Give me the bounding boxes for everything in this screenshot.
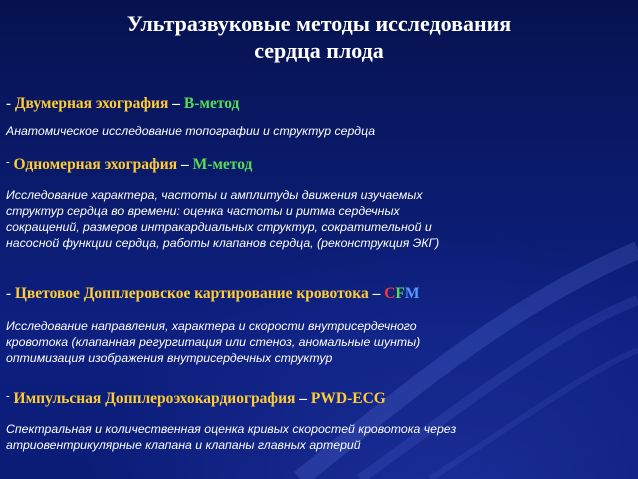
description-line: Исследование направления, характера и скорости внутрисердечного: [6, 319, 417, 333]
section-separator: –: [180, 156, 189, 173]
method-label: М-метод: [192, 156, 253, 173]
slide-title-line-2: сердца плода: [254, 38, 384, 63]
description-line: Анатомическое исследование топографии и структур сердца: [6, 124, 376, 138]
section-description-cfm: [6, 318, 420, 366]
method-label: В-метод: [183, 95, 240, 112]
section-dash: -: [6, 286, 11, 302]
section-dash: -: [6, 96, 11, 112]
description-line: оптимизация изображения внутрисердечных структур: [6, 351, 333, 365]
description-line: сокращений, размеров интракардиальных структур, сократительной и: [6, 220, 432, 234]
slide-title: [0, 10, 638, 64]
section-dash: -: [6, 156, 10, 168]
section-name: Одномерная эхография: [13, 156, 178, 173]
section-heading-cfm: [6, 285, 420, 303]
method-letter-f: F: [395, 285, 405, 302]
section-description-pwd: [6, 421, 456, 453]
section-description-m-mode: [6, 187, 439, 251]
method-label: PWD-ECG: [310, 390, 386, 407]
section-name: Двумерная эхография: [14, 95, 169, 112]
section-heading-b-mode: [6, 95, 239, 113]
section-separator: –: [299, 390, 308, 407]
method-letter-c: C: [384, 285, 396, 302]
method-letter-m: M: [404, 285, 420, 302]
section-heading-pwd: [6, 390, 386, 408]
section-name: Импульсная Допплероэхокардиография: [13, 390, 296, 407]
description-line: структур сердца во времени: оценка частоты и ритма сердечных: [6, 204, 400, 218]
description-line: кровотока (клапанная регургитация или стеноз, аномальные шунты): [6, 335, 421, 349]
description-line: Спектральная и количественная оценка кривых скоростей кровотока через: [6, 422, 457, 436]
section-separator: –: [172, 95, 181, 112]
section-heading-m-mode: [6, 156, 252, 174]
description-line: Исследование характера, частоты и амплитуды движения изучаемых: [6, 188, 423, 202]
swoosh-curve-3: [430, 350, 638, 479]
section-name: Цветовое Допплеровское картирование кровотока: [14, 285, 369, 302]
slide-title-line-1: Ультразвуковые методы исследования: [126, 11, 512, 36]
section-separator: –: [372, 285, 381, 302]
description-line: насосной функции сердца, работы клапанов сердца, (реконструкция ЭКГ): [6, 236, 440, 250]
section-dash: -: [6, 390, 10, 402]
section-description-b-mode: [6, 123, 375, 139]
description-line: атриовентрикулярные клапана и клапаны главных артерий: [6, 438, 361, 452]
